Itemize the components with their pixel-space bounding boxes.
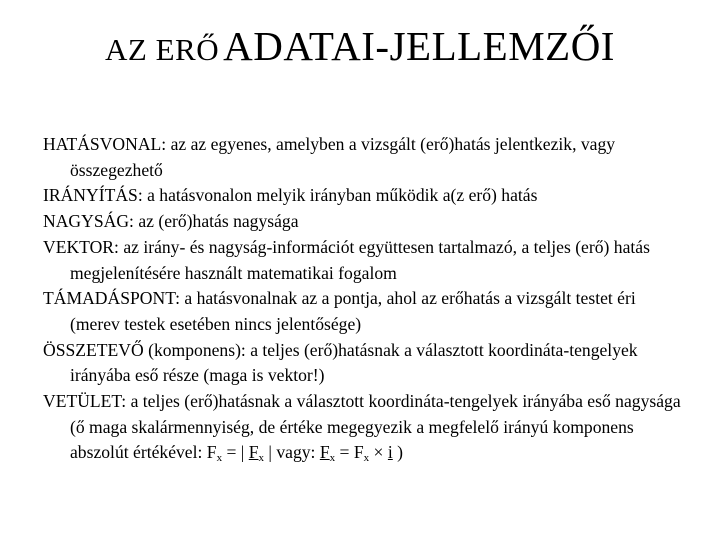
formula-vector-f2-letter: F xyxy=(319,442,330,463)
formula-times: × xyxy=(369,442,388,463)
definition-item-hatasvonal xyxy=(43,132,683,183)
definition-term: HATÁSVONAL xyxy=(43,134,162,154)
definition-text: : az (erő)hatás nagysága xyxy=(129,211,299,232)
definition-text: : a hatásvonalnak az a pontja, ahol az erőhatás a vizsgált testet éri (merev testek esetében nincs jelentősége) xyxy=(70,288,636,334)
formula-vector-f2-subscript: x xyxy=(329,452,336,465)
formula-vector-f-letter: F xyxy=(248,442,259,463)
definition-text: : a teljes (erő)hatásnak a választott koordináta-tengelyek irányába eső nagysága (ő maga skalármennyiség, de értéke megegyezik a megfelelő irányú komponens abszolút értékével: xyxy=(70,391,681,463)
definition-list xyxy=(43,132,683,472)
formula-subscript-x: x xyxy=(216,452,223,465)
title-part-large: ADATAI-JELLEMZŐI xyxy=(223,23,615,69)
definition-text: (komponens): a teljes (erő)hatásnak a választott koordináta-tengelyek irányába eső része (maga is vektor!) xyxy=(70,339,638,386)
formula-f: F xyxy=(206,442,217,463)
formula-scalar-subscript: x xyxy=(363,452,370,465)
definition-term: IRÁNYÍTÁS xyxy=(43,185,138,206)
formula-close: ) xyxy=(392,442,404,463)
slide-title xyxy=(0,22,720,70)
definition-item-nagysag xyxy=(43,209,683,235)
formula-vector-f xyxy=(248,442,265,465)
title-part-small: AZ ERŐ xyxy=(105,32,220,67)
formula-vector-f-2 xyxy=(319,442,336,465)
definition-item-osszetevo xyxy=(43,338,683,389)
formula-eq-abs: = | xyxy=(222,442,249,463)
formula-scalar-f: F xyxy=(353,442,364,463)
definition-item-vektor xyxy=(43,235,683,286)
definition-term: VETÜLET xyxy=(43,391,122,412)
definition-text: : az az egyenes, amelyben a vizsgált (erő)hatás jelentkezik, vagy összegezhető xyxy=(70,134,616,180)
formula-abs-close: | vagy: xyxy=(264,442,320,463)
definition-term: NAGYSÁG xyxy=(43,211,130,232)
definition-item-iranyitas xyxy=(43,183,683,209)
definition-term: TÁMADÁSPONT xyxy=(43,288,176,309)
formula-eq: = xyxy=(335,442,354,463)
definition-item-tamadaspont xyxy=(43,286,683,337)
formula-unit-vector-i: i xyxy=(387,442,393,463)
definition-text: : a hatásvonalon melyik irányban működik a(z erő) hatás xyxy=(137,185,538,206)
definition-term: ÖSSZETEVŐ xyxy=(43,339,144,360)
definition-text: : az irány- és nagyság-információt együttesen tartalmazó, a teljes (erő) hatás megjelenítésére használt matematikai fogalom xyxy=(70,236,650,283)
formula-vector-f-subscript: x xyxy=(258,452,265,465)
definition-term: VEKTOR xyxy=(43,236,115,257)
formula xyxy=(206,442,404,465)
definition-item-vetulet xyxy=(43,389,683,472)
